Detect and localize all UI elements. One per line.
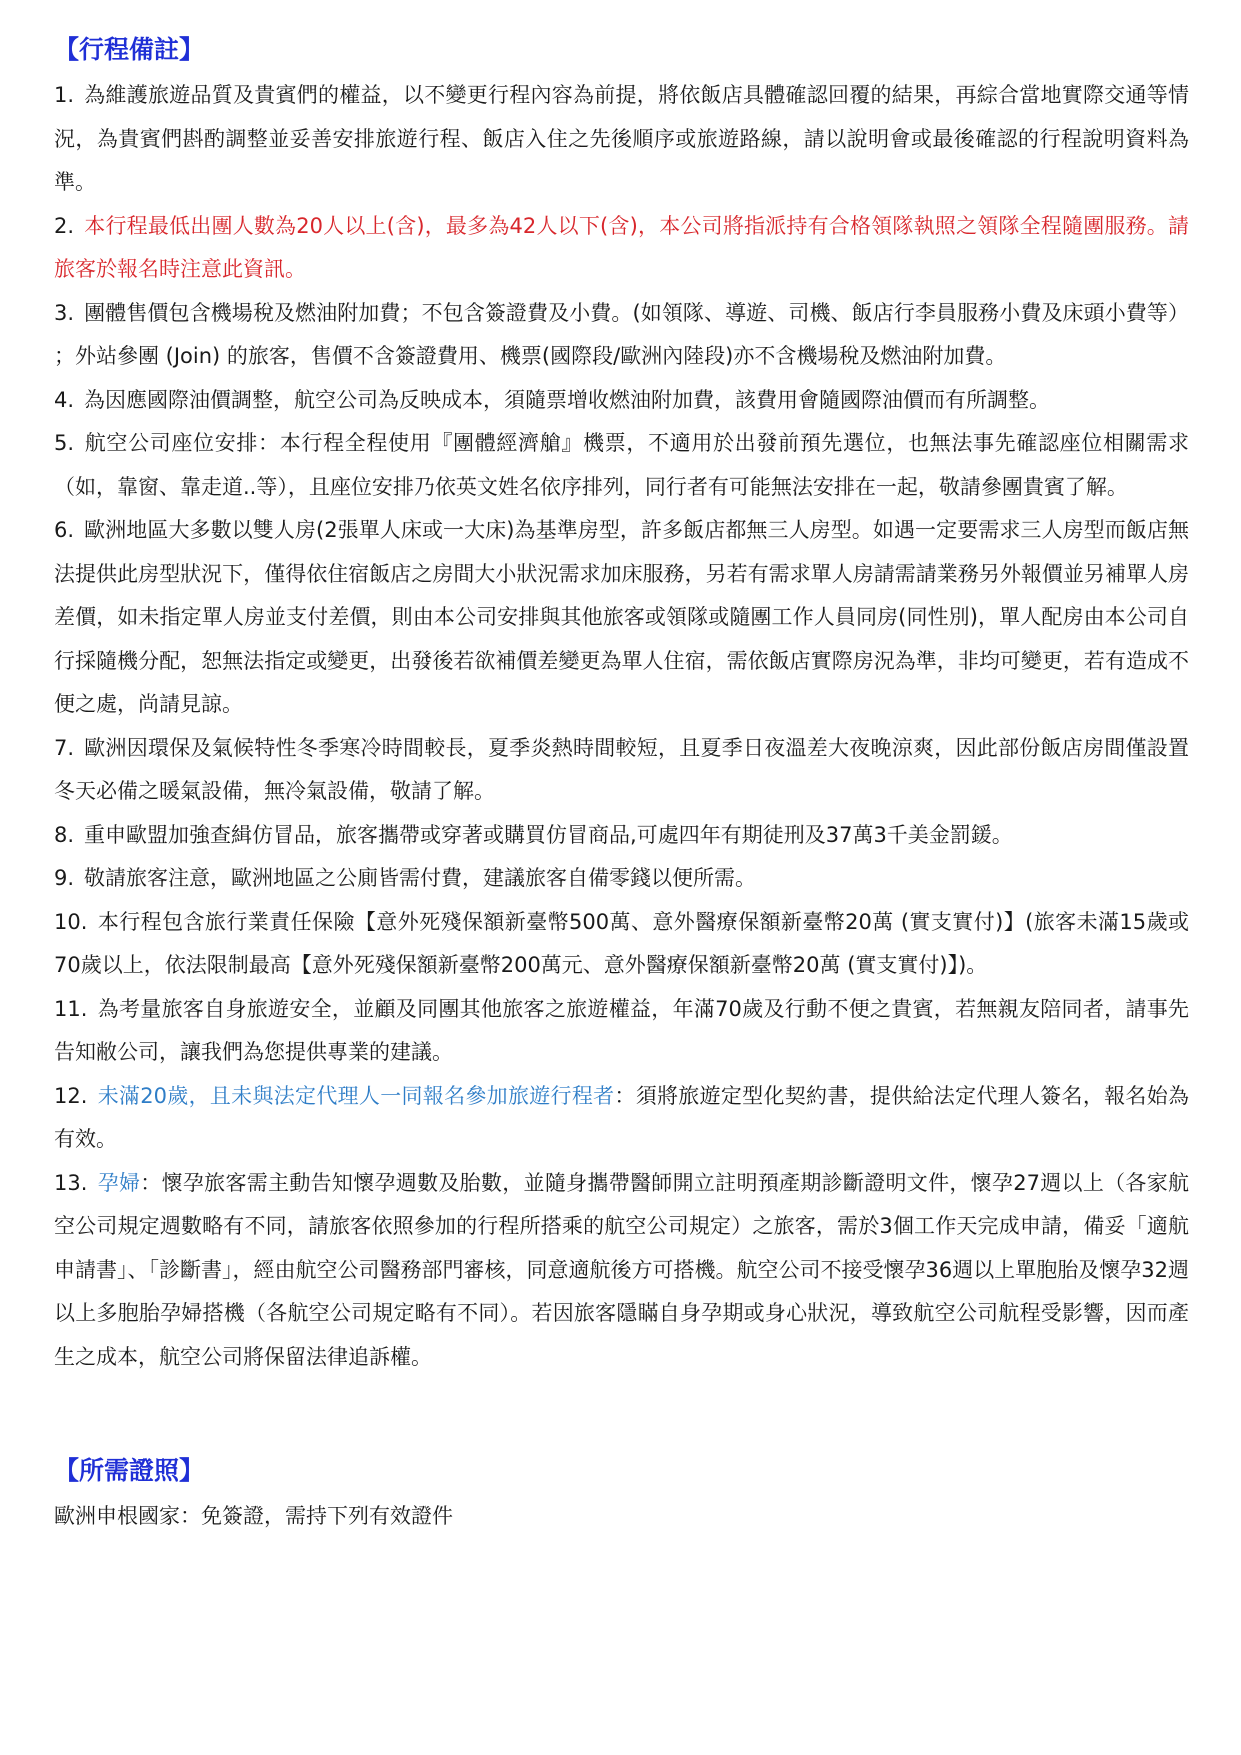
note-number: 5. (54, 431, 75, 455)
note-text: 團體售價包含機場稅及燃油附加費；不包含簽證費及小費。(如領隊、導遊、司機、飯店行李員服務小費及床頭小費等） ；外站參團 (Join) 的旅客，售價不含簽證費用、機票(國際段/歐洲內陸段)亦不含機場稅及燃油附加費。 (54, 300, 1189, 368)
note-text: 歐洲因環保及氣候特性冬季寒冷時間較長，夏季炎熱時間較短，且夏季日夜溫差大夜晚涼爽，因此部份飯店房間僅設置冬天必備之暖氣設備，無冷氣設備，敬請了解。 (54, 735, 1189, 803)
note-item (54, 1162, 1189, 1380)
note-number: 6. (54, 518, 75, 542)
schengen-visa-line: 歐洲申根國家：免簽證，需持下列有效證件 (54, 1504, 453, 1528)
note-number: 10. (54, 909, 88, 934)
note-highlight-text: 未滿20歲，且未與法定代理人一同報名參加旅遊行程者 (97, 1083, 615, 1108)
note-item (54, 1075, 1189, 1162)
note-text: 航空公司座位安排：本行程全程使用『團體經濟艙』機票，不適用於出發前預先選位，也無法事先確認座位相關需求（如，靠窗、靠走道..等），且座位安排乃依英文姓名依序排列，同行者有可能無法安排在一起，敬請參團貴賓了解。 (54, 431, 1189, 499)
itinerary-notes-section (54, 30, 1189, 1379)
note-number: 3. (54, 300, 75, 325)
note-text: 為維護旅遊品質及貴賓們的權益，以不變更行程內容為前提，將依飯店具體確認回覆的結果，再綜合當地實際交通等情況，為貴賓們斟酌調整並妥善安排旅遊行程、飯店入住之先後順序或旅遊路線，請以說明會或最後確認的行程說明資料為準。 (54, 83, 1189, 194)
note-item (54, 727, 1189, 814)
note-number: 1. (54, 83, 75, 107)
document-page (54, 30, 1189, 1539)
itinerary-notes-heading: 【行程備註】 (54, 35, 205, 64)
section-spacer (54, 1379, 1189, 1451)
required-documents-heading: 【所需證照】 (54, 1456, 205, 1485)
itinerary-notes-list (54, 74, 1189, 1379)
note-item (54, 292, 1189, 379)
note-number: 2. (54, 213, 75, 238)
note-item (54, 205, 1189, 292)
note-text: 敬請旅客注意，歐洲地區之公廁皆需付費，建議旅客自備零錢以便所需。 (84, 866, 757, 890)
note-number: 11. (54, 996, 88, 1021)
required-documents-section (54, 1451, 1189, 1539)
note-text: ：須將旅遊定型化契約書，提供給法定代理人簽名，報名始為有效。 (54, 1083, 1189, 1151)
note-number: 12. (54, 1083, 88, 1108)
note-text: 本行程包含旅行業責任保險【意外死殘保額新臺幣500萬、意外醫療保額新臺幣20萬 (實支實付)】(旅客未滿15歲或70歲以上，依法限制最高【意外死殘保額新臺幣200萬元、意外醫療保額新臺幣20萬 (實支實付)】)。 (54, 909, 1189, 977)
note-item (54, 901, 1189, 988)
note-number: 8. (54, 822, 75, 847)
note-item (54, 379, 1189, 423)
note-number: 4. (54, 387, 75, 412)
note-number: 7. (54, 735, 75, 760)
note-text: 歐洲地區大多數以雙人房(2張單人床或一大床)為基準房型，許多飯店都無三人房型。如遇一定要需求三人房型而飯店無法提供此房型狀況下，僅得依住宿飯店之房間大小狀況需求加床服務，另若有需求單人房請需請業務另外報價並另補單人房差價，如未指定單人房並支付差價，則由本公司安排與其他旅客或領隊或隨團工作人員同房(同性別)，單人配房由本公司自行採隨機分配，恕無法指定或變更，出發後若欲補價差變更為單人住宿，需依飯店實際房況為準，非均可變更，若有造成不便之處，尚請見諒。 (54, 518, 1189, 716)
note-text: 為考量旅客自身旅遊安全，並顧及同團其他旅客之旅遊權益，年滿70歲及行動不便之貴賓，若無親友陪同者，請事先告知敝公司，讓我們為您提供專業的建議。 (54, 996, 1189, 1064)
note-text: 為因應國際油價調整，航空公司為反映成本，須隨票增收燃油附加費，該費用會隨國際油價而有所調整。 (84, 387, 1051, 412)
note-number: 13. (54, 1170, 88, 1195)
note-item (54, 74, 1189, 205)
note-highlight-text: 本行程最低出團人數為20人以上(含)，最多為42人以下(含)，本公司將指派持有合格領隊執照之領隊全程隨團服務。請旅客於報名時注意此資訊。 (54, 213, 1189, 281)
note-item (54, 814, 1189, 858)
note-item (54, 988, 1189, 1075)
note-item (54, 857, 1189, 901)
note-item (54, 422, 1189, 509)
note-item (54, 509, 1189, 727)
note-highlight-text: 孕婦 (97, 1170, 141, 1195)
note-number: 9. (54, 866, 75, 890)
note-text: ：懷孕旅客需主動告知懷孕週數及胎數，並隨身攜帶醫師開立註明預產期診斷證明文件，懷孕27週以上（各家航空公司規定週數略有不同，請旅客依照參加的行程所搭乘的航空公司規定）之旅客，需於3個工作天完成申請，備妥「適航申請書」、「診斷書」，經由航空公司醫務部門審核，同意適航後方可搭機。航空公司不接受懷孕36週以上單胞胎及懷孕32週以上多胞胎孕婦搭機（各航空公司規定略有不同）。若因旅客隱瞞自身孕期或身心狀況，導致航空公司航程受影響，因而產生之成本，航空公司將保留法律追訴權。 (54, 1170, 1189, 1369)
note-text: 重申歐盟加強查緝仿冒品，旅客攜帶或穿著或購買仿冒商品,可處四年有期徒刑及37萬3千美金罰鍰。 (84, 822, 1013, 847)
